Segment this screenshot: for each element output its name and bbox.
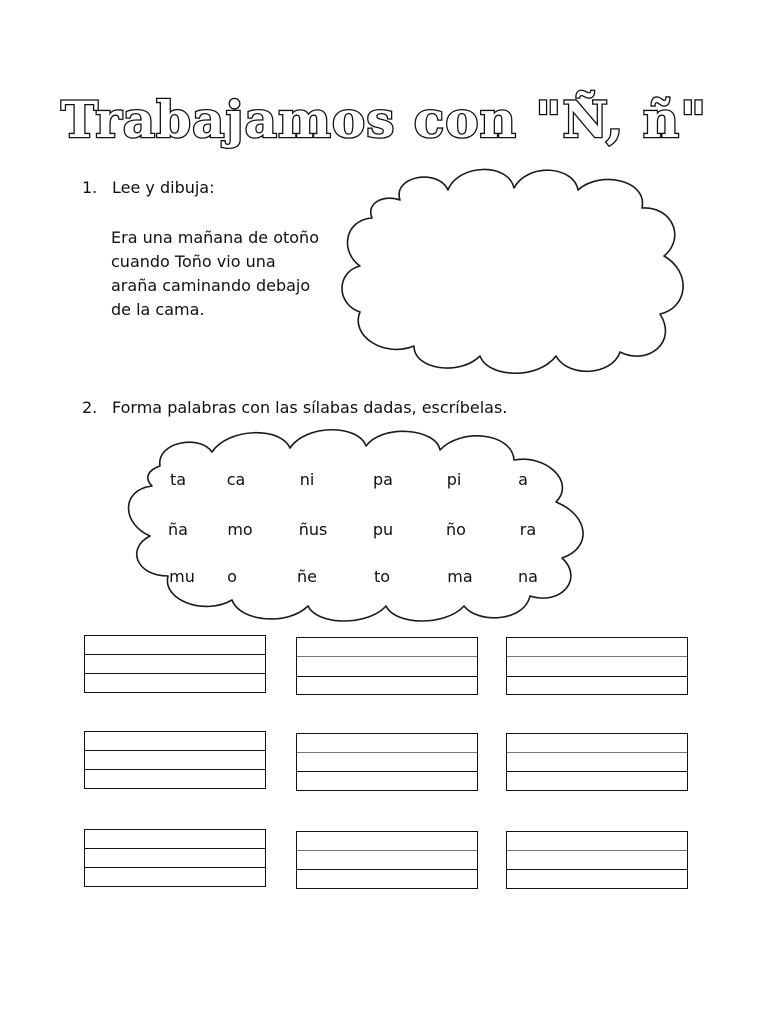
syllable: pu [372, 520, 394, 539]
syllable: o [227, 567, 237, 586]
writing-guideline [507, 676, 687, 677]
writing-guideline [85, 769, 265, 770]
writing-guideline [85, 848, 265, 849]
writing-box[interactable] [506, 637, 688, 695]
writing-guideline [507, 850, 687, 851]
writing-guideline [297, 771, 477, 772]
story-line: de la cama. [111, 300, 205, 319]
story-line: Era una mañana de otoño [111, 228, 319, 247]
drawing-area-cloud[interactable] [330, 160, 710, 380]
writing-box[interactable] [296, 637, 478, 695]
syllable: ña [168, 520, 188, 539]
syllable: pi [446, 470, 462, 489]
writing-guideline [297, 752, 477, 753]
writing-guideline [85, 673, 265, 674]
writing-box[interactable] [84, 731, 266, 789]
writing-box[interactable] [84, 829, 266, 887]
syllable: ma [447, 567, 473, 586]
activity-1-number: 1. [82, 178, 98, 197]
writing-guideline [85, 654, 265, 655]
syllable: mo [227, 520, 253, 539]
writing-box[interactable] [296, 733, 478, 791]
activity-1-story [111, 226, 351, 322]
syllable: ta [169, 470, 187, 489]
writing-guideline [507, 771, 687, 772]
writing-guideline [297, 869, 477, 870]
writing-guideline [297, 656, 477, 657]
writing-box[interactable] [506, 831, 688, 889]
writing-guideline [507, 869, 687, 870]
drawing-area-cloud-outline [342, 169, 683, 373]
writing-guideline [297, 676, 477, 677]
syllable: ñe [297, 567, 317, 586]
syllable: to [373, 567, 391, 586]
syllable: a [518, 470, 528, 489]
writing-guideline [85, 750, 265, 751]
syllable: pa [373, 470, 393, 489]
activity-2-number: 2. [82, 398, 98, 417]
page-title [0, 82, 768, 162]
writing-box[interactable] [296, 831, 478, 889]
syllable: ñus [298, 520, 328, 539]
writing-guideline [297, 850, 477, 851]
writing-guideline [85, 867, 265, 868]
page-title-graphic [0, 82, 768, 162]
syllable: ño [446, 520, 466, 539]
activity-2-instruction: Forma palabras con las sílabas dadas, escríbelas. [112, 398, 508, 417]
writing-box[interactable] [506, 733, 688, 791]
syllable: na [518, 567, 538, 586]
writing-box[interactable] [84, 635, 266, 693]
page-title-text: Trabajamos con "Ñ, ñ" [60, 90, 708, 149]
activity-1-instruction: Lee y dibuja: [112, 178, 215, 197]
syllable: mu [169, 567, 195, 586]
syllable: ra [519, 520, 537, 539]
writing-guideline [507, 752, 687, 753]
syllable: ni [299, 470, 315, 489]
story-line: cuando Toño vio una [111, 252, 276, 271]
story-line: araña caminando debajo [111, 276, 311, 295]
writing-guideline [507, 656, 687, 657]
syllable: ca [226, 470, 246, 489]
